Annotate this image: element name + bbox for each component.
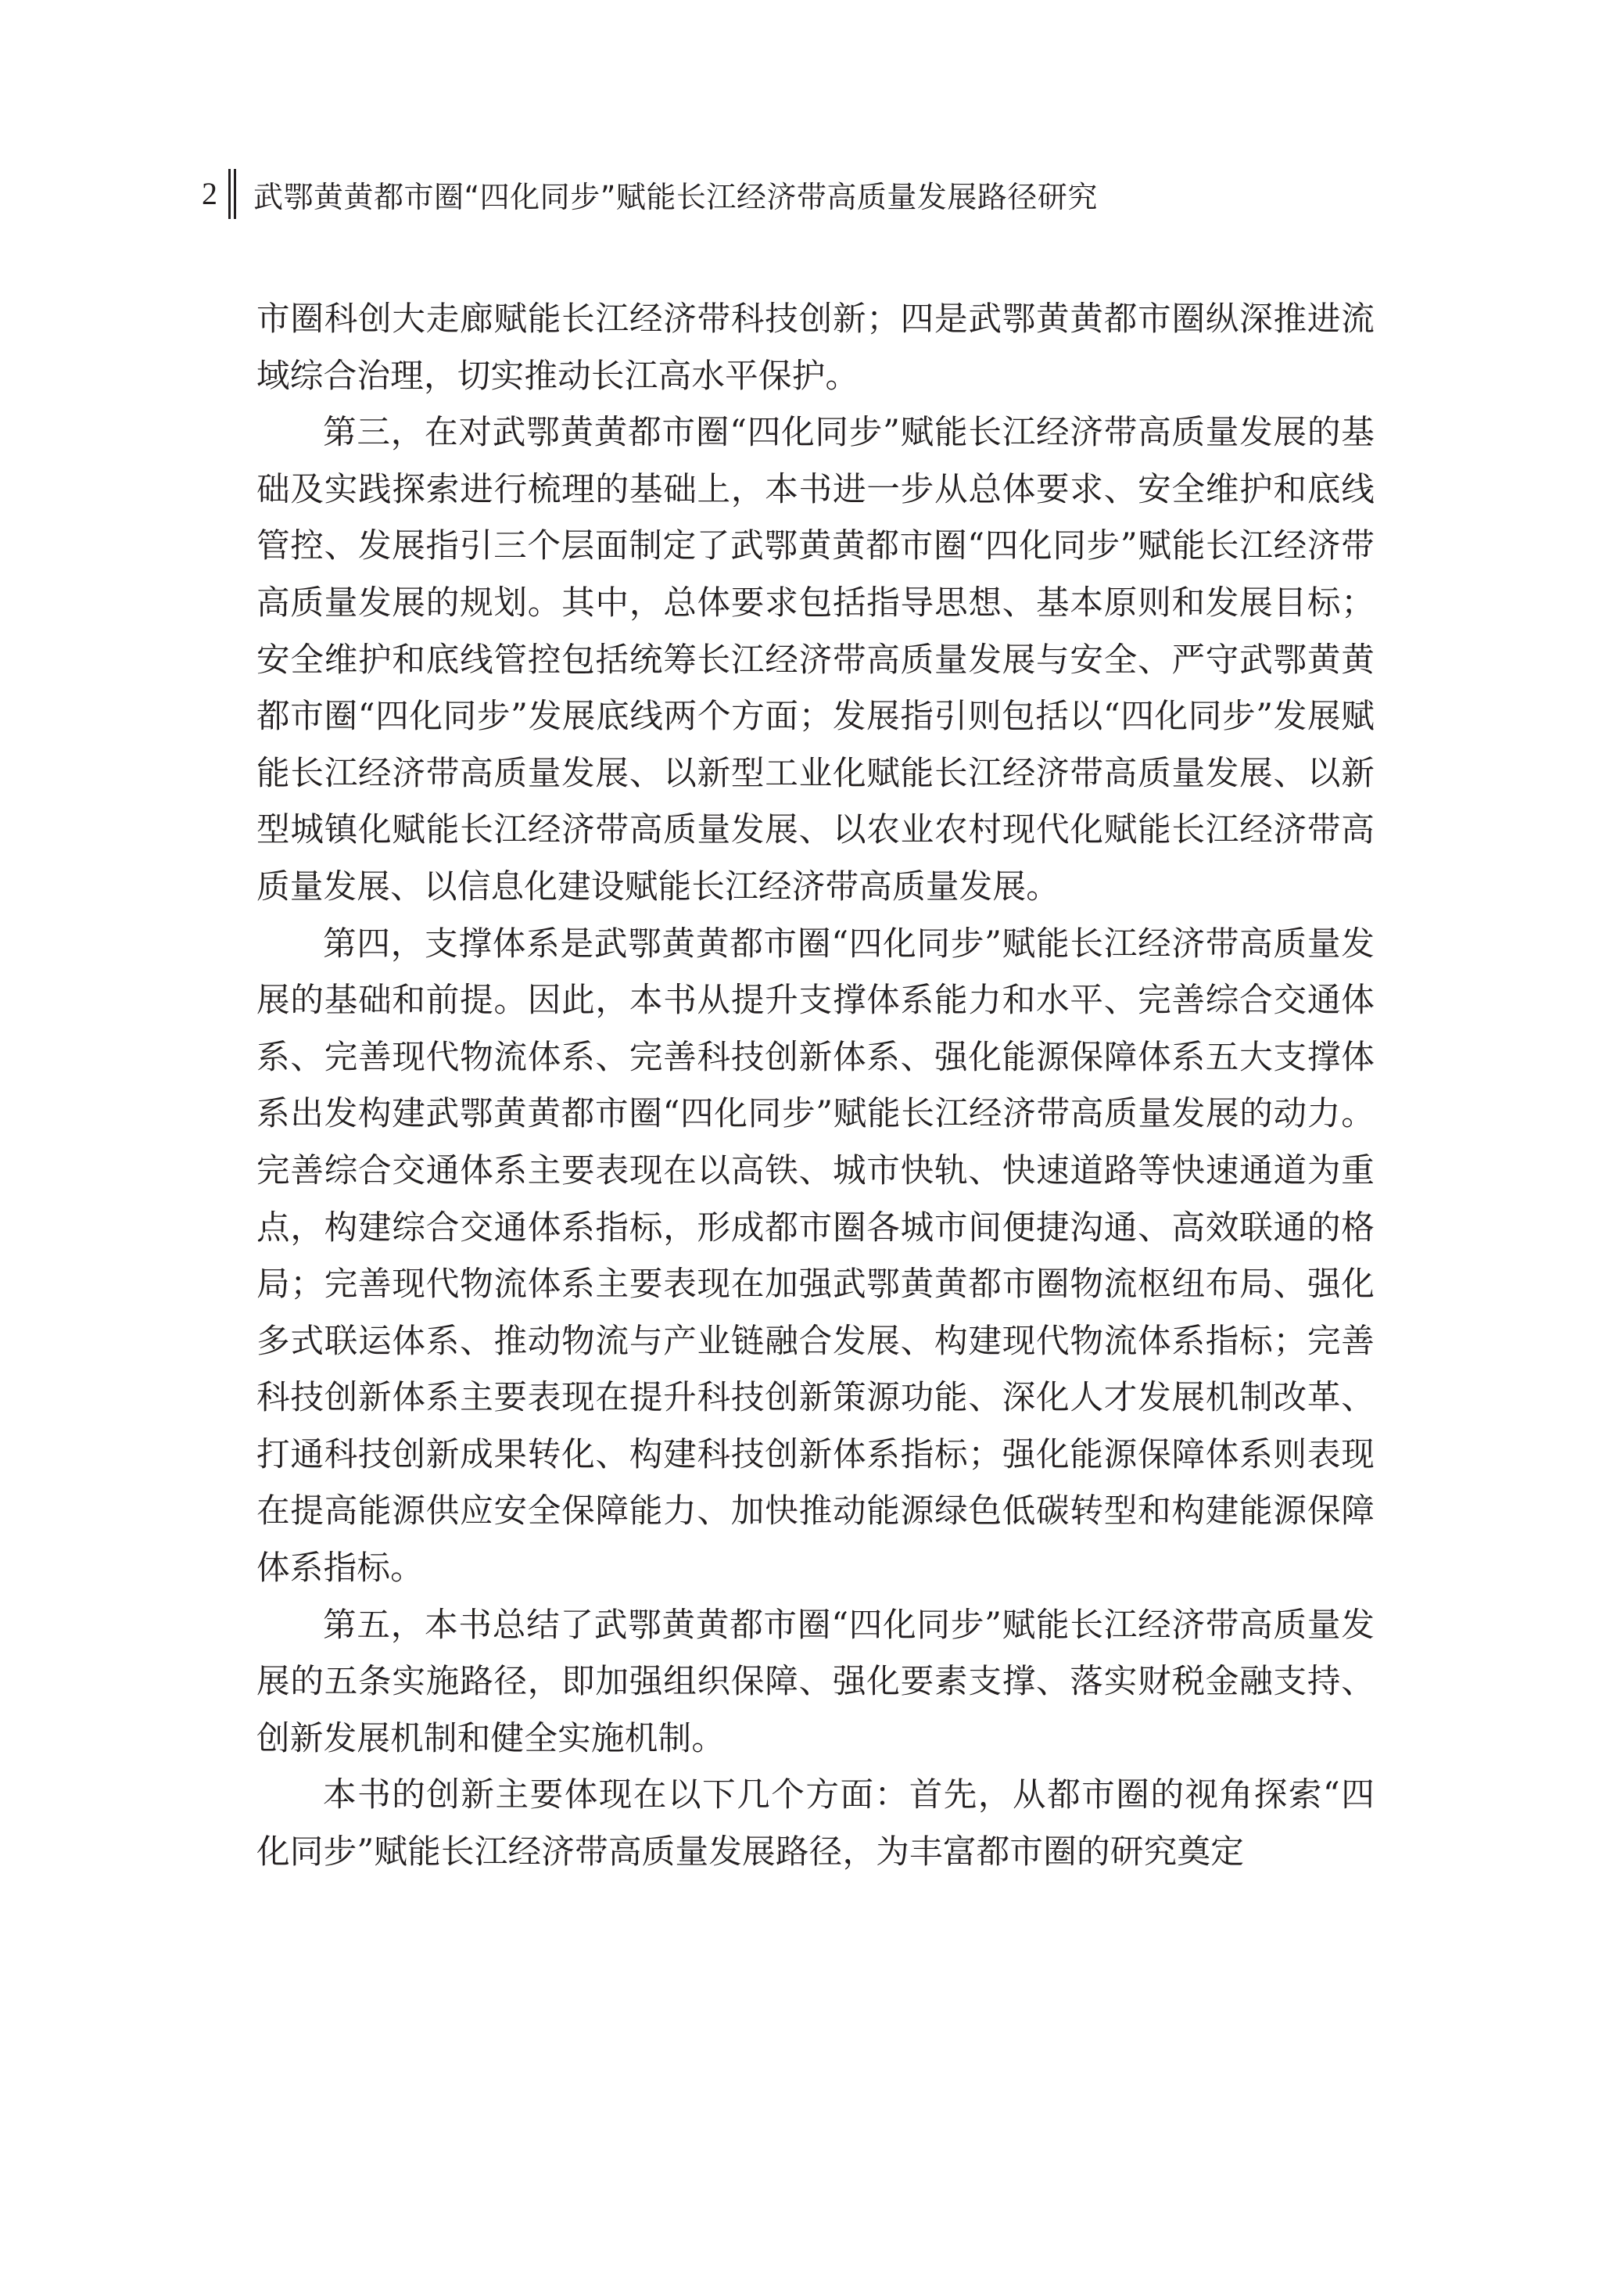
paragraph-continuation: 市圈科创大走廊赋能长江经济带科技创新；四是武鄂黄黄都市圈纵深推进流域综合治理，切实推动长江高水平保护。 bbox=[256, 300, 1375, 396]
paragraph-innovation: 本书的创新主要体现在以下几个方面：首先，从都市圈的视角探索“四化同步”赋能长江经济带高质量发展路径，为丰富都市圈的研究奠定 bbox=[256, 1775, 1375, 1872]
header-double-rule bbox=[228, 169, 236, 219]
paragraph-fifth-point: 第五，本书总结了武鄂黄黄都市圈“四化同步”赋能长江经济带高质量发展的五条实施路径，即加强组织保障、强化要素支撑、落实财税金融支持、创新发展机制和健全实施机制。 bbox=[256, 1605, 1375, 1758]
body-text bbox=[256, 291, 1375, 1881]
paragraph-fourth-point: 第四，支撑体系是武鄂黄黄都市圈“四化同步”赋能长江经济带高质量发展的基础和前提。因此，本书从提升支撑体系能力和水平、完善综合交通体系、完善现代物流体系、完善科技创新体系、强化能源保障体系五大支撑体系出发构建武鄂黄黄都市圈“四化同步”赋能长江经济带高质量发展的动力。完善综合交通体系主要表现在以高铁、城市快轨、快速道路等快速通道为重点，构建综合交通体系指标，形成都市圈各城市间便捷沟通、高效联通的格局；完善现代物流体系主要表现在加强武鄂黄黄都市圈物流枢纽布局、强化多式联运体系、推动物流与产业链融合发展、构建现代物流体系指标；完善科技创新体系主要表现在提升科技创新策源功能、深化人才发展机制改革、打通科技创新成果转化、构建科技创新体系指标；强化能源保障体系则表现在提高能源供应安全保障能力、加快推动能源绿色低碳转型和构建能源保障体系指标。 bbox=[256, 924, 1375, 1588]
paragraph-third-point: 第三，在对武鄂黄黄都市圈“四化同步”赋能长江经济带高质量发展的基础及实践探索进行梳理的基础上，本书进一步从总体要求、安全维护和底线管控、发展指引三个层面制定了武鄂黄黄都市圈“四化同步”赋能长江经济带高质量发展的规划。其中，总体要求包括指导思想、基本原则和发展目标；安全维护和底线管控包括统筹长江经济带高质量发展与安全、严守武鄂黄黄都市圈“四化同步”发展底线两个方面；发展指引则包括以“四化同步”发展赋能长江经济带高质量发展、以新型工业化赋能长江经济带高质量发展、以新型城镇化赋能长江经济带高质量发展、以农业农村现代化赋能长江经济带高质量发展、以信息化建设赋能长江经济带高质量发展。 bbox=[256, 413, 1375, 906]
page-header bbox=[202, 166, 1098, 222]
running-title: 武鄂黄黄都市圈“四化同步”赋能长江经济带高质量发展路径研究 bbox=[253, 179, 1098, 214]
page-number: 2 bbox=[202, 176, 217, 211]
